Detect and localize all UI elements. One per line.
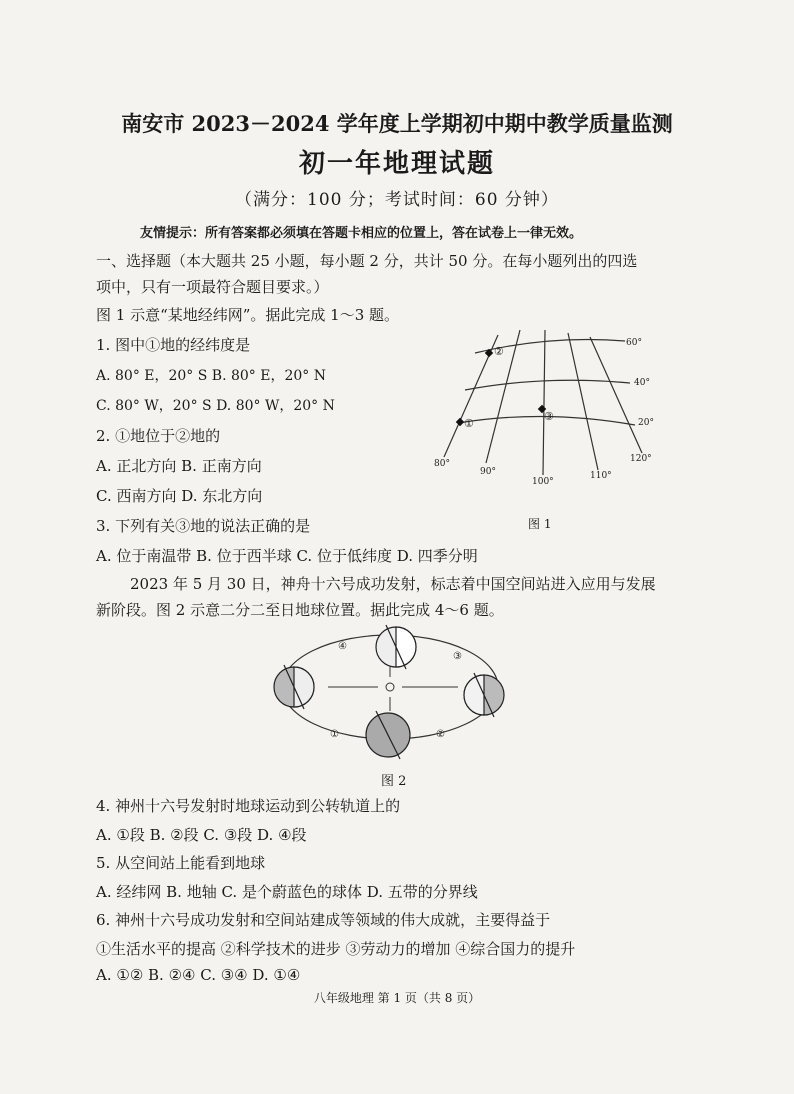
figure2-earth-orbit [268,615,513,760]
segment-label-2: ② [436,729,445,740]
section-intro-line1: 一、选择题（本大题共 25 小题，每小题 2 分，共计 50 分。在每小题列出的四选 [96,252,638,270]
segment-label-4: ④ [338,641,347,652]
point-3-label: ③ [544,410,554,423]
q3-stem: 3. 下列有关③地的说法正确的是 [96,517,311,535]
point-1-label: ① [464,417,474,430]
exam-title: 初一年地理试题 [298,149,495,179]
meridian-100 [543,330,545,475]
q3-options: A. 位于南温带 B. 位于西半球 C. 位于低纬度 D. 四季分明 [96,547,478,565]
lon-label-120: 120° [630,454,652,464]
meridian-110 [568,333,598,470]
q4-stem: 4. 神州十六号发射时地球运动到公转轨道上的 [96,797,401,815]
figure2-intro-line2: 新阶段。图 2 示意二分二至日地球位置。据此完成 4～6 题。 [96,601,504,619]
segment-label-3: ③ [453,651,462,662]
figure2-intro-line1: 2023 年 5 月 30 日，神舟十六号成功发射，标志着中国空间站进入应用与发展 [130,575,656,593]
q5-stem: 5. 从空间站上能看到地球 [96,854,266,872]
exam-header-line1: 南安市 2023－2024 学年度上学期初中期中教学质量监测 [121,111,673,136]
lat-label-40: 40° [634,378,650,388]
page-footer: 八年级地理 第 1 页（共 8 页） [313,991,481,1005]
lon-label-80: 80° [434,459,450,469]
lon-label-110: 110° [590,471,612,481]
figure1-lat-long-grid [420,325,660,495]
lon-label-90: 90° [480,467,496,477]
q6-options: A. ①② B. ②④ C. ③④ D. ①④ [96,966,301,984]
friendly-tip: 友情提示：所有答案都必须填在答题卡相应的位置上，答在试卷上一律无效。 [140,226,583,241]
exam-score-time: （满分：100 分；考试时间：60 分钟） [235,190,559,210]
q6-items: ①生活水平的提高 ②科学技术的进步 ③劳动力的增加 ④综合国力的提升 [96,940,576,958]
point-1-marker [456,418,464,426]
figure1-caption: 图 1 [528,517,552,531]
q2-options-ab: A. 正北方向 B. 正南方向 [96,457,262,475]
latitude-line-40 [465,380,630,390]
q6-stem: 6. 神州十六号成功发射和空间站建成等领域的伟大成就，主要得益于 [96,911,551,929]
section-intro-line2: 项中，只有一项最符合题目要求。） [96,278,329,296]
meridian-120 [590,337,642,453]
q1-stem: 1. 图中①地的经纬度是 [96,336,251,354]
point-2-label: ② [494,345,504,358]
figure1-intro: 图 1 示意“某地经纬网”。据此完成 1～3 题。 [96,306,400,324]
q4-options: A. ①段 B. ②段 C. ③段 D. ④段 [96,826,307,844]
sun-icon [386,683,394,691]
q2-stem: 2. ①地位于②地的 [96,427,221,445]
q1-options-ab: A. 80° E，20° S B. 80° E，20° N [96,368,326,384]
q1-options-cd: C. 80° W，20° S D. 80° W，20° N [96,398,335,414]
q5-options: A. 经纬网 B. 地轴 C. 是个蔚蓝色的球体 D. 五带的分界线 [96,883,478,901]
figure2-caption: 图 2 [381,774,407,789]
q2-options-cd: C. 西南方向 D. 东北方向 [96,487,263,505]
lon-label-100: 100° [532,477,554,487]
lat-label-20: 20° [638,418,654,428]
lat-label-60: 60° [626,338,642,348]
segment-label-1: ① [330,729,339,740]
